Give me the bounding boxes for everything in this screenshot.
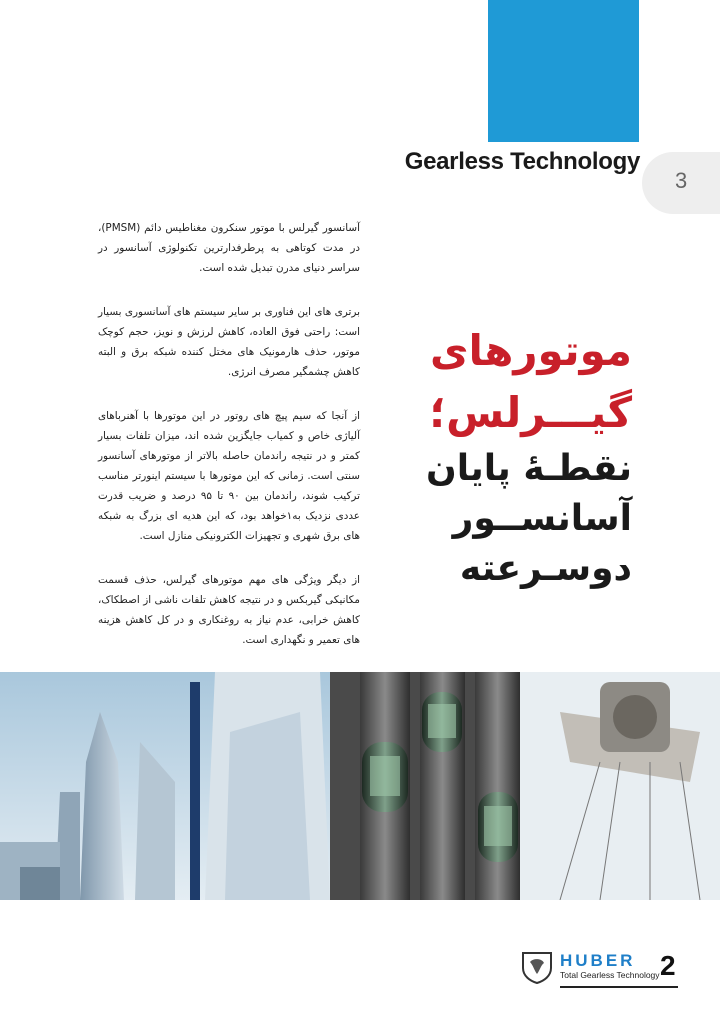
headline-line-1: موتورهای	[429, 326, 632, 375]
header-color-block	[488, 0, 639, 142]
brand-tagline: Total Gearless Technology	[560, 970, 660, 980]
body-paragraph-4: از دیگر ویژگی های مهم موتورهای گیرلس، حذف قسمت مکانیکی گیربکس و در نتیجه کاهش تلفات ناشی از اصطکاک، کاهش خرابی، عدم نیاز به روغنکاری و در کل کاهش هزینه های تعمیر و نگهداری است.	[98, 574, 360, 646]
section-tab	[642, 152, 720, 214]
headline-line-3: نقطـۀ پایان	[426, 448, 632, 489]
body-paragraph-1: آسانسور گیرلس با موتور سنکرون مغناطیس دائم (PMSM)، در مدت کوتاهی به پرطرفدارترین تکنولوژی آسانسور در سراسر دنیای مدرن تبدیل شده است.	[98, 222, 360, 274]
headline-line-5: دوسـرعته	[459, 548, 632, 589]
section-number: 3	[675, 168, 688, 193]
headline-line-4: آسانســور	[452, 498, 632, 539]
brand-name: HUBER	[560, 951, 636, 970]
headline-line-2: گیـــرلس؛	[429, 388, 632, 437]
lion-shield-icon	[520, 950, 554, 984]
body-paragraph-3: از آنجا که سیم پیچ های روتور در این موتورها با آهنرباهای آلیاژی خاص و کمیاب جایگزین شده اند، میزان تلفات بسیار کمتر و در نتیجه راندمان حاصله بالاتر از موتورهای آسانسور سنتی است. زمانی که این موتورها با سیستم اینورتر مناسب ترکیب شوند، راندمان بین ۹۰ تا ۹۵ درصد و ضریب قدرت عددی نزدیک به۱خواهد بود، که این هدیه ای بزرگ به شبکه های برق شهری و تجهیزات الکترونیکی منازل است.	[98, 410, 360, 542]
headline	[400, 320, 632, 594]
footer-divider	[560, 986, 678, 988]
section-title: Gearless Technology	[404, 148, 640, 175]
body-paragraph-2: برتری های این فناوری بر سایر سیستم های آسانسوری بسیار است: راحتی فوق العاده، کاهش لرزش و نویز، حجم کوچک موتور، حذف هارمونیک های مختل کننده شبکه برق و البته کاهش چشمگیر مصرف انرژی.	[98, 306, 360, 378]
huber-logo	[520, 950, 660, 984]
elevator-skyline-photo	[0, 672, 720, 900]
body-text-column	[98, 218, 360, 674]
page-number: 2	[660, 950, 676, 981]
